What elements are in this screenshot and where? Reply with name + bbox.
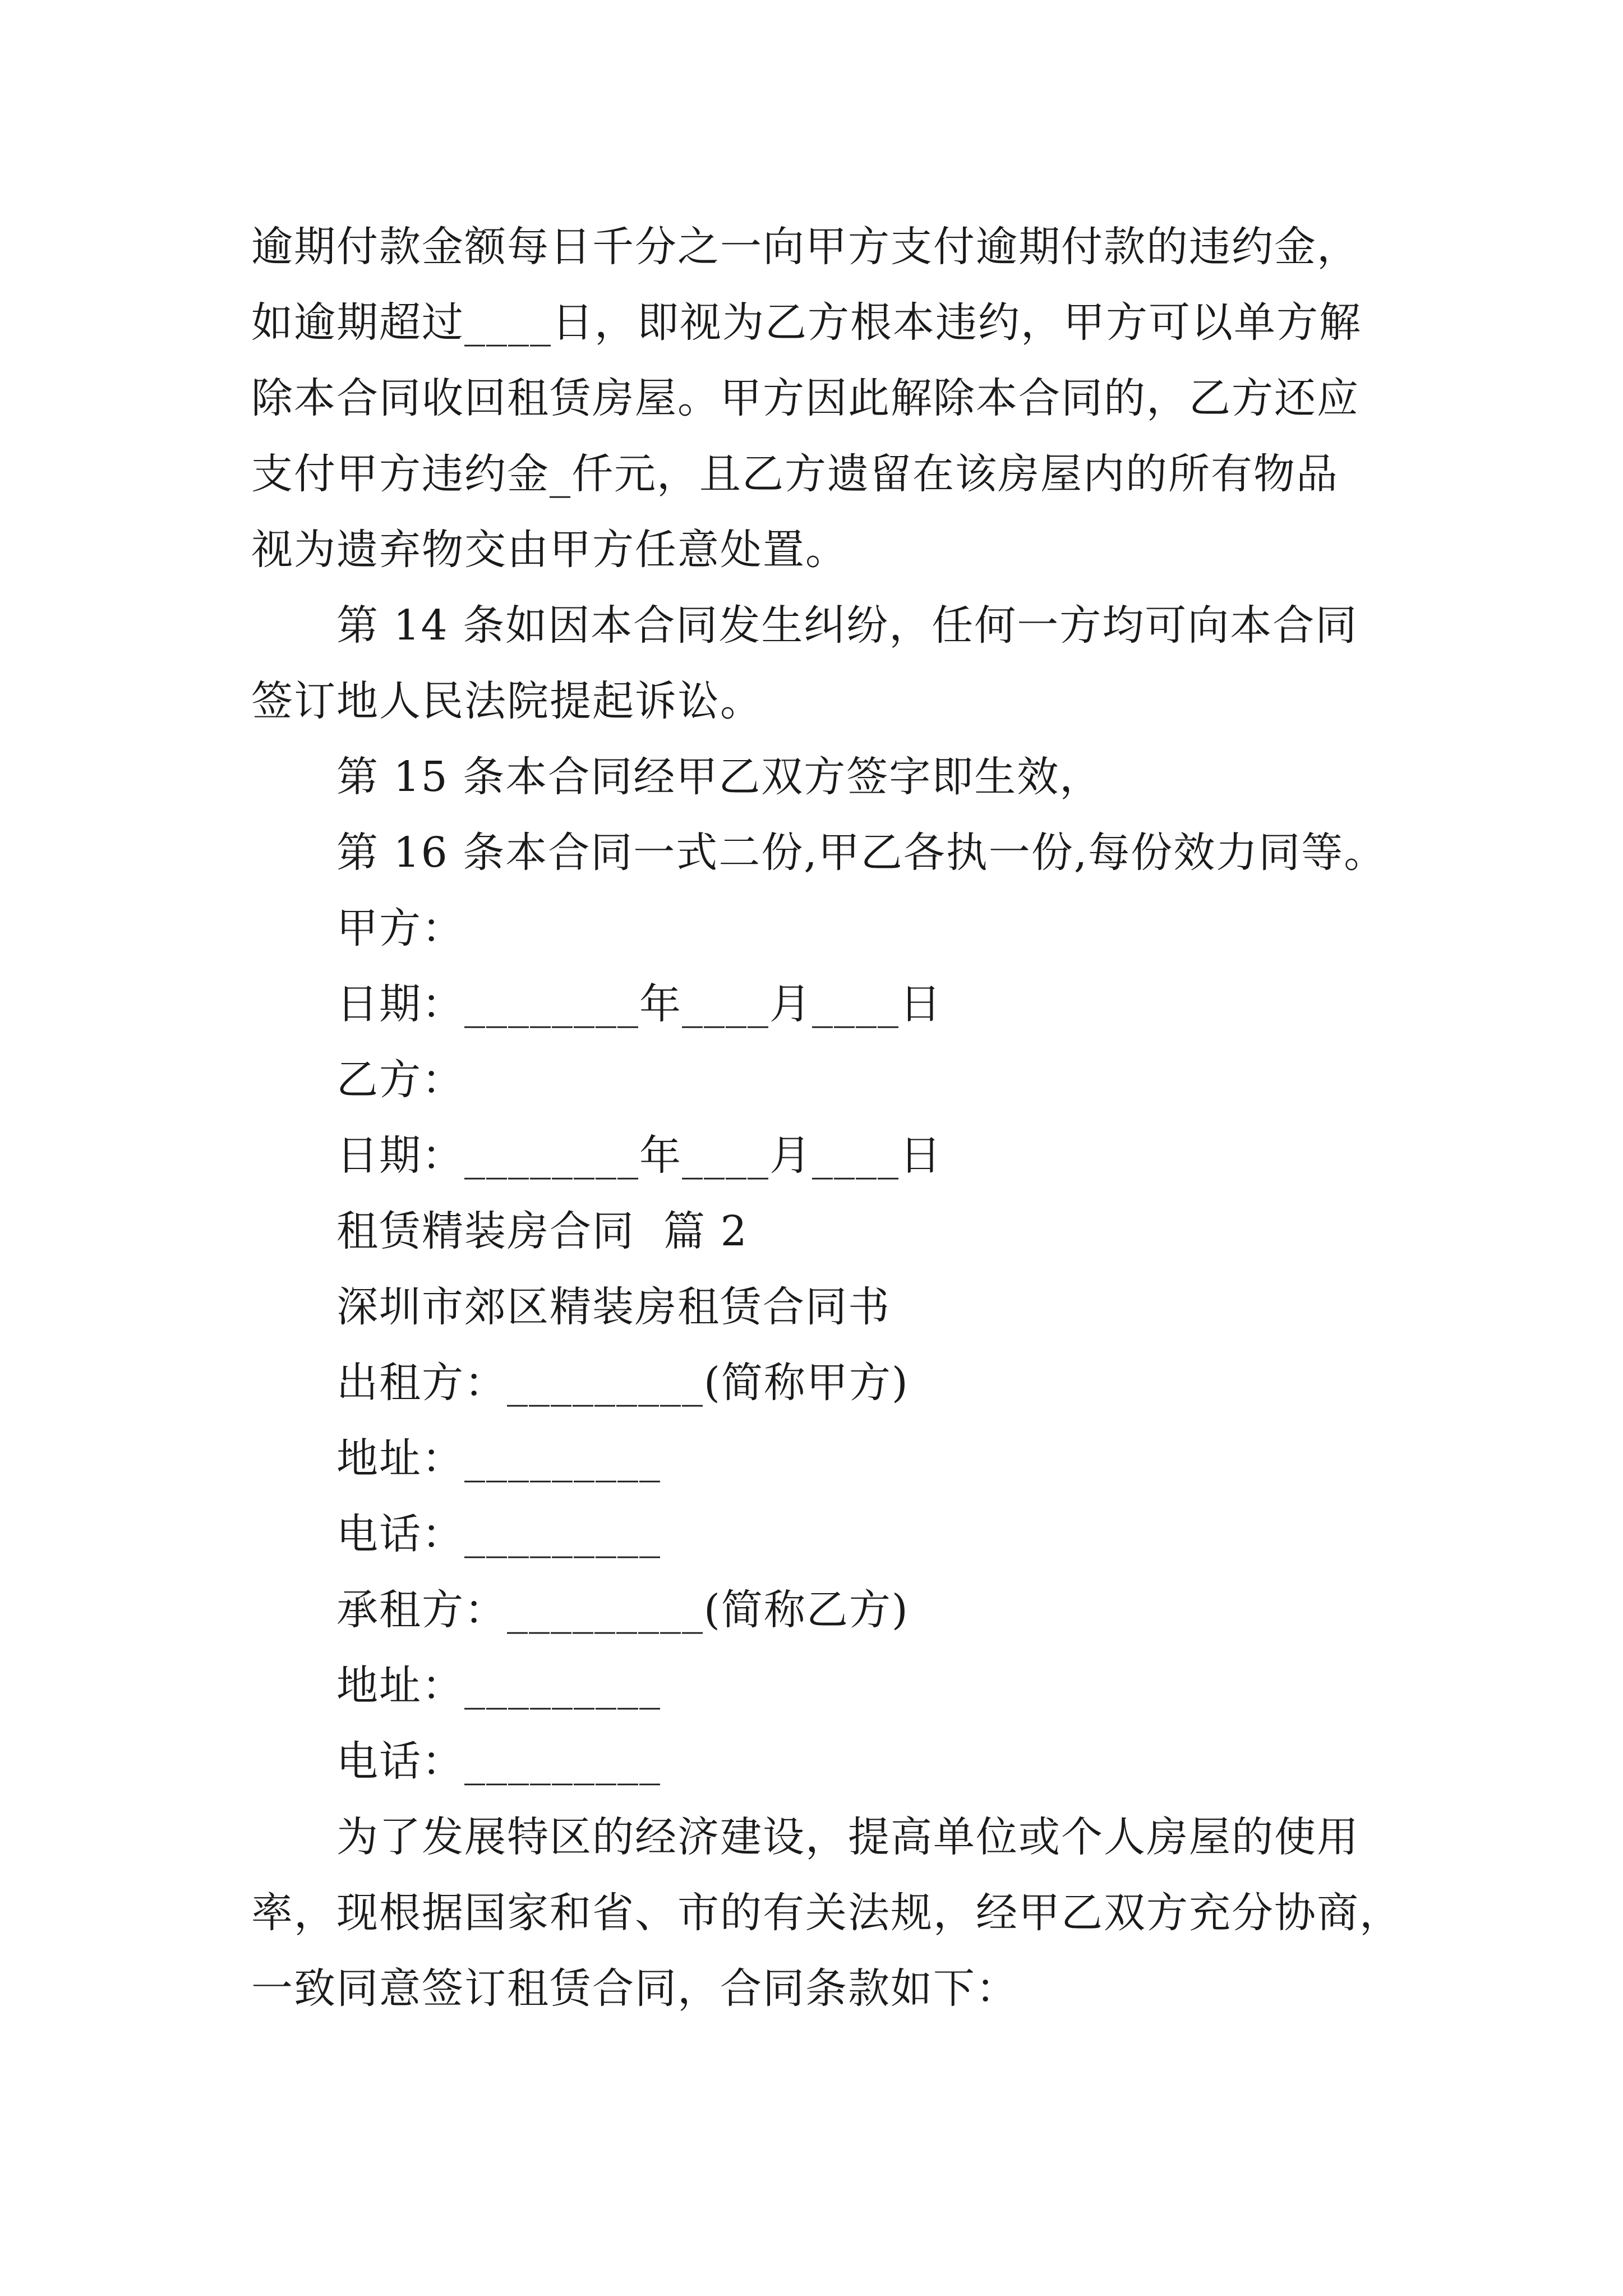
preamble-paragraph: 为了发展特区的经济建设，提高单位或个人房屋的使用 [336, 1813, 1359, 1861]
contract-title: 深圳市郊区精装房租赁合同书 [336, 1283, 891, 1331]
clause-15: 第 15 条本合同经甲乙双方签字即生效， [336, 753, 1103, 801]
body-text-line: 逾期付款金额每日千分之一向甲方支付逾期付款的违约金， [251, 223, 1359, 271]
clause-14: 第 14 条如因本合同发生纠纷，任何一方均可向本合同 [336, 601, 1358, 650]
party-a-label: 甲方： [336, 904, 464, 953]
phone-field: 电话：_________ [336, 1510, 661, 1558]
body-text-line: 除本合同收回租赁房屋。甲方因此解除本合同的，乙方还应 [251, 374, 1359, 422]
body-text-line: 支付甲方违约金_仟元，且乙方遗留在该房屋内的所有物品 [251, 450, 1339, 498]
address-field: 地址：_________ [336, 1434, 661, 1483]
address-field: 地址：_________ [336, 1662, 661, 1710]
body-text-line: 如逾期超过____日，即视为乙方根本违约，甲方可以单方解 [251, 298, 1362, 347]
section-title: 租赁精装房合同 篇 2 [336, 1207, 748, 1255]
lessor-field: 出租方：_________(简称甲方) [336, 1359, 909, 1407]
party-b-label: 乙方： [336, 1056, 464, 1104]
body-text-line: 一致同意签订租赁合同，合同条款如下： [251, 1964, 1018, 2013]
date-field: 日期：________年____月____日 [336, 1131, 942, 1180]
body-text-line: 视为遗弃物交由甲方任意处置。 [251, 526, 848, 574]
phone-field: 电话：_________ [336, 1737, 661, 1786]
lessee-field: 承租方：_________(简称乙方) [336, 1586, 909, 1634]
body-text-line: 率，现根据国家和省、市的有关法规，经甲乙双方充分协商， [251, 1889, 1402, 1937]
body-text-line: 签订地人民法院提起诉讼。 [251, 677, 763, 725]
clause-16: 第 16 条本合同一式二份,甲乙各执一份,每份效力同等。 [336, 829, 1387, 877]
date-field: 日期：________年____月____日 [336, 980, 942, 1028]
